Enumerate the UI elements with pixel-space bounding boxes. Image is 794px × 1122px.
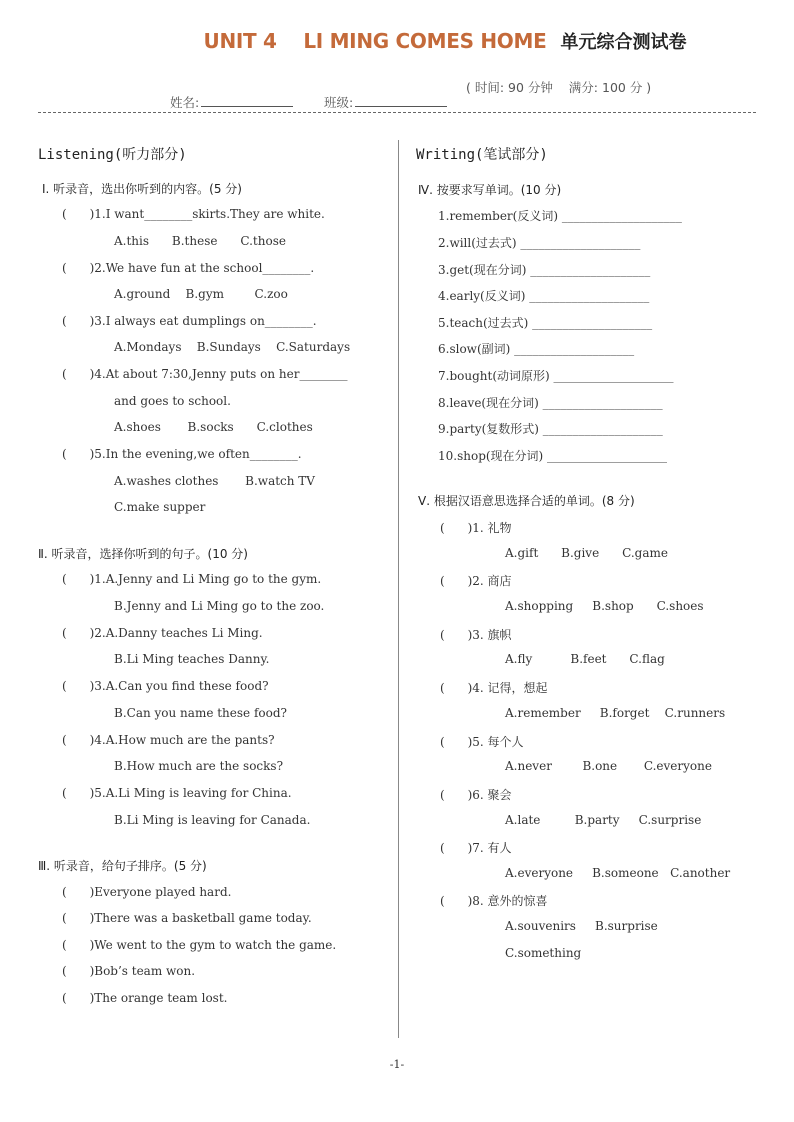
question-line[interactable]: ( )2.A.Danny teaches Li Ming. — [62, 626, 263, 640]
dashed-divider — [38, 112, 756, 113]
question-line[interactable]: ( )2. 商店 — [440, 574, 512, 588]
word-form-line[interactable]: 2.will(过去式) ____________________ — [438, 236, 641, 250]
options-line: B.Can you name these food? — [114, 706, 287, 720]
part5-heading: Ⅴ. 根据汉语意思选择合适的单词。(8 分) — [418, 494, 635, 508]
ordering-line[interactable]: ( )The orange team lost. — [62, 991, 228, 1005]
question-line[interactable]: ( )2.We have fun at the school________. — [62, 261, 315, 275]
question-line[interactable]: ( )4. 记得，想起 — [440, 681, 548, 695]
ordering-line[interactable]: ( )There was a basketball game today. — [62, 911, 312, 925]
word-form-line[interactable]: 7.bought(动词原形) ____________________ — [438, 369, 674, 383]
options-line: A.late B.party C.surprise — [505, 813, 702, 827]
question-continuation: and goes to school. — [114, 394, 231, 408]
ordering-line[interactable]: ( )We went to the gym to watch the game. — [62, 938, 337, 952]
options-line: A.souvenirs B.surprise — [505, 919, 658, 933]
word-form-line[interactable]: 8.leave(现在分词) ____________________ — [438, 396, 663, 410]
options-line: A.ground B.gym C.zoo — [114, 287, 288, 301]
page-number: -1- — [389, 1058, 405, 1071]
question-line[interactable]: ( )3.A.Can you find these food? — [62, 679, 269, 693]
options-line: C.make supper — [114, 500, 206, 514]
part1-heading: Ⅰ. 听录音，选出你听到的内容。(5 分) — [42, 182, 242, 196]
name-field[interactable] — [162, 78, 293, 111]
options-line: A.Mondays B.Sundays C.Saturdays — [114, 340, 351, 354]
options-line: A.never B.one C.everyone — [505, 759, 712, 773]
word-form-line[interactable]: 5.teach(过去式) ____________________ — [438, 316, 653, 330]
title-english: UNIT 4 LI MING COMES HOME — [203, 29, 547, 53]
options-line: A.shoes B.socks C.clothes — [114, 420, 313, 434]
question-line[interactable]: ( )5. 每个人 — [440, 735, 524, 749]
column-divider — [398, 140, 399, 1038]
word-form-line[interactable]: 6.slow(副词) ____________________ — [438, 342, 635, 356]
part2-heading: Ⅱ. 听录音，选择你听到的句子。(10 分) — [38, 547, 248, 561]
word-form-line[interactable]: 9.party(复数形式) ____________________ — [438, 422, 663, 436]
word-form-line[interactable]: 4.early(反义词) ____________________ — [438, 289, 650, 303]
question-line[interactable]: ( )7. 有人 — [440, 841, 512, 855]
class-label: 班级: — [323, 95, 354, 110]
options-line: B.Jenny and Li Ming go to the zoo. — [114, 599, 325, 613]
options-line: A.everyone B.someone C.another — [505, 866, 731, 880]
part4-heading: Ⅳ. 按要求写单词。(10 分) — [418, 183, 562, 197]
options-line: A.this B.these C.those — [114, 234, 286, 248]
options-line: A.fly B.feet C.flag — [505, 652, 665, 666]
name-blank[interactable] — [201, 95, 293, 107]
question-line[interactable]: ( )5.In the evening,we often________. — [62, 447, 302, 461]
options-line: A.shopping B.shop C.shoes — [505, 599, 704, 613]
question-line[interactable]: ( )1.I want________skirts.They are white. — [62, 207, 325, 221]
question-line[interactable]: ( )1.A.Jenny and Li Ming go to the gym. — [62, 572, 322, 586]
question-line[interactable]: ( )8. 意外的惊喜 — [440, 894, 548, 908]
word-form-line[interactable]: 3.get(现在分词) ____________________ — [438, 263, 651, 277]
question-line[interactable]: ( )1. 礼物 — [440, 521, 512, 535]
class-blank[interactable] — [355, 95, 447, 107]
options-line: B.Li Ming teaches Danny. — [114, 652, 270, 666]
options-line: B.How much are the socks? — [114, 759, 284, 773]
options-line: A.remember B.forget C.runners — [505, 706, 726, 720]
options-line: A.washes clothes B.watch TV — [114, 474, 315, 488]
ordering-line[interactable]: ( )Everyone played hard. — [62, 885, 232, 899]
options-line: B.Li Ming is leaving for Canada. — [114, 813, 311, 827]
options-line: A.gift B.give C.game — [505, 546, 668, 560]
options-line: C.something — [505, 946, 582, 960]
listening-section-title: Listening(听力部分) — [38, 147, 187, 163]
writing-section-title: Writing(笔试部分) — [416, 147, 548, 163]
title-chinese: 单元综合测试卷 — [560, 32, 687, 53]
question-line[interactable]: ( )4.At about 7:30,Jenny puts on her________ — [62, 367, 348, 381]
page-title — [0, 28, 794, 54]
class-field[interactable] — [316, 78, 447, 111]
ordering-line[interactable]: ( )Bob’s team won. — [62, 964, 196, 978]
question-line[interactable]: ( )3.I always eat dumplings on________. — [62, 314, 317, 328]
word-form-line[interactable]: 1.remember(反义词) ____________________ — [438, 209, 682, 223]
word-form-line[interactable]: 10.shop(现在分词) ____________________ — [438, 449, 668, 463]
question-line[interactable]: ( )6. 聚会 — [440, 788, 512, 802]
question-line[interactable]: ( )5.A.Li Ming is leaving for China. — [62, 786, 292, 800]
time-info: ( 时间: 90 分钟 满分: 100 分 ) — [466, 80, 652, 95]
question-line[interactable]: ( )3. 旗帜 — [440, 628, 512, 642]
part3-heading: Ⅲ. 听录音，给句子排序。(5 分) — [38, 859, 207, 873]
question-line[interactable]: ( )4.A.How much are the pants? — [62, 733, 275, 747]
name-label: 姓名: — [169, 95, 200, 110]
